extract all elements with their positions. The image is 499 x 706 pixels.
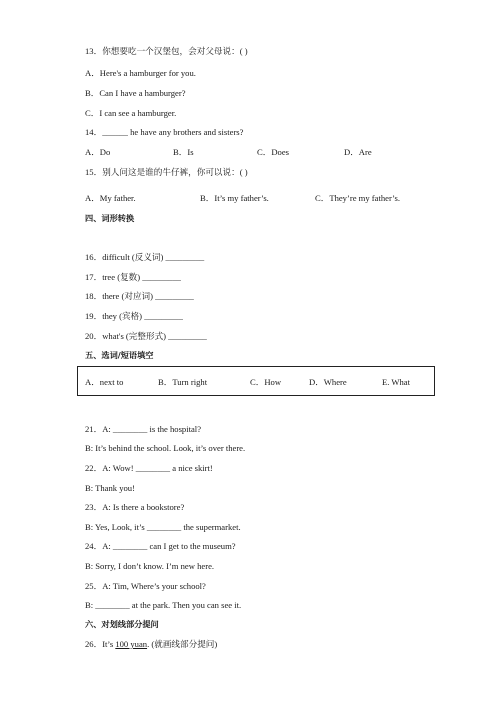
question-15-stem: 15．别人问这是谁的牛仔裤，你可以说：( ): [85, 167, 248, 177]
question-21-a: 21．A: ________ is the hospital?: [85, 424, 202, 434]
question-18: 18．there (对应词) _________: [85, 291, 194, 301]
section-4-heading: 四、词形转换: [85, 213, 135, 223]
question-16: 16．difficult (反义词) _________: [85, 252, 205, 262]
section-5-heading: 五、选词/短语填空: [85, 350, 154, 360]
word-bank-option-a: A．next to: [85, 377, 124, 387]
question-25-a: 25．A: Tim, Where’s your school?: [85, 581, 206, 591]
question-13-option-a: A．Here's a hamburger for you.: [85, 68, 196, 78]
question-14-option-c: C．Does: [257, 147, 289, 157]
question-24-b: B: Sorry, I don’t know. I’m new here.: [85, 561, 215, 571]
question-21-b: B: It’s behind the school. Look, it’s over there.: [85, 443, 246, 453]
word-bank-box: [77, 366, 435, 396]
question-23-b: B: Yes, Look, it’s ________ the supermarket.: [85, 522, 241, 532]
question-25-b: B: ________ at the park. Then you can see it.: [85, 600, 242, 610]
question-26-suffix: . (就画线部分提问): [147, 639, 218, 649]
question-13-option-b: B．Can I have a hamburger?: [85, 88, 186, 98]
question-24-a: 24．A: ________ can I get to the museum?: [85, 541, 236, 551]
question-15-option-c: C．They’re my father’s.: [315, 193, 401, 203]
question-26-underlined-amount: 100 yuan: [115, 639, 148, 649]
question-17: 17．tree (复数) _________: [85, 272, 181, 282]
word-bank-option-c: C．How: [250, 377, 282, 387]
question-14-option-d: D．Are: [344, 147, 372, 157]
word-bank-option-e: E. What: [382, 377, 411, 387]
question-13-option-c: C．I can see a hamburger.: [85, 108, 177, 118]
question-23-a: 23．A: Is there a bookstore?: [85, 502, 185, 512]
question-20: 20．what's (完整形式) _________: [85, 331, 207, 341]
question-15-option-b: B．It’s my father’s.: [200, 193, 269, 203]
question-14-stem: 14．______ he have any brothers and sisters?: [85, 127, 244, 137]
question-22-b: B: Thank you!: [85, 483, 135, 493]
question-26: [85, 639, 217, 650]
question-22-a: 22．A: Wow! ________ a nice skirt!: [85, 463, 213, 473]
section-6-heading: 六、对划线部分提问: [85, 619, 159, 629]
word-bank-option-d: D．Where: [309, 377, 347, 387]
question-19: 19．they (宾格) _________: [85, 311, 183, 321]
question-14-option-b: B．Is: [173, 147, 194, 157]
question-15-option-a: A．My father.: [85, 193, 136, 203]
word-bank-option-b: B．Turn right: [158, 377, 208, 387]
question-26-prefix: 26．It’s: [85, 639, 116, 649]
question-13-stem: 13．你想要吃一个汉堡包，会对父母说：( ): [85, 46, 248, 56]
question-14-option-a: A．Do: [85, 147, 111, 157]
